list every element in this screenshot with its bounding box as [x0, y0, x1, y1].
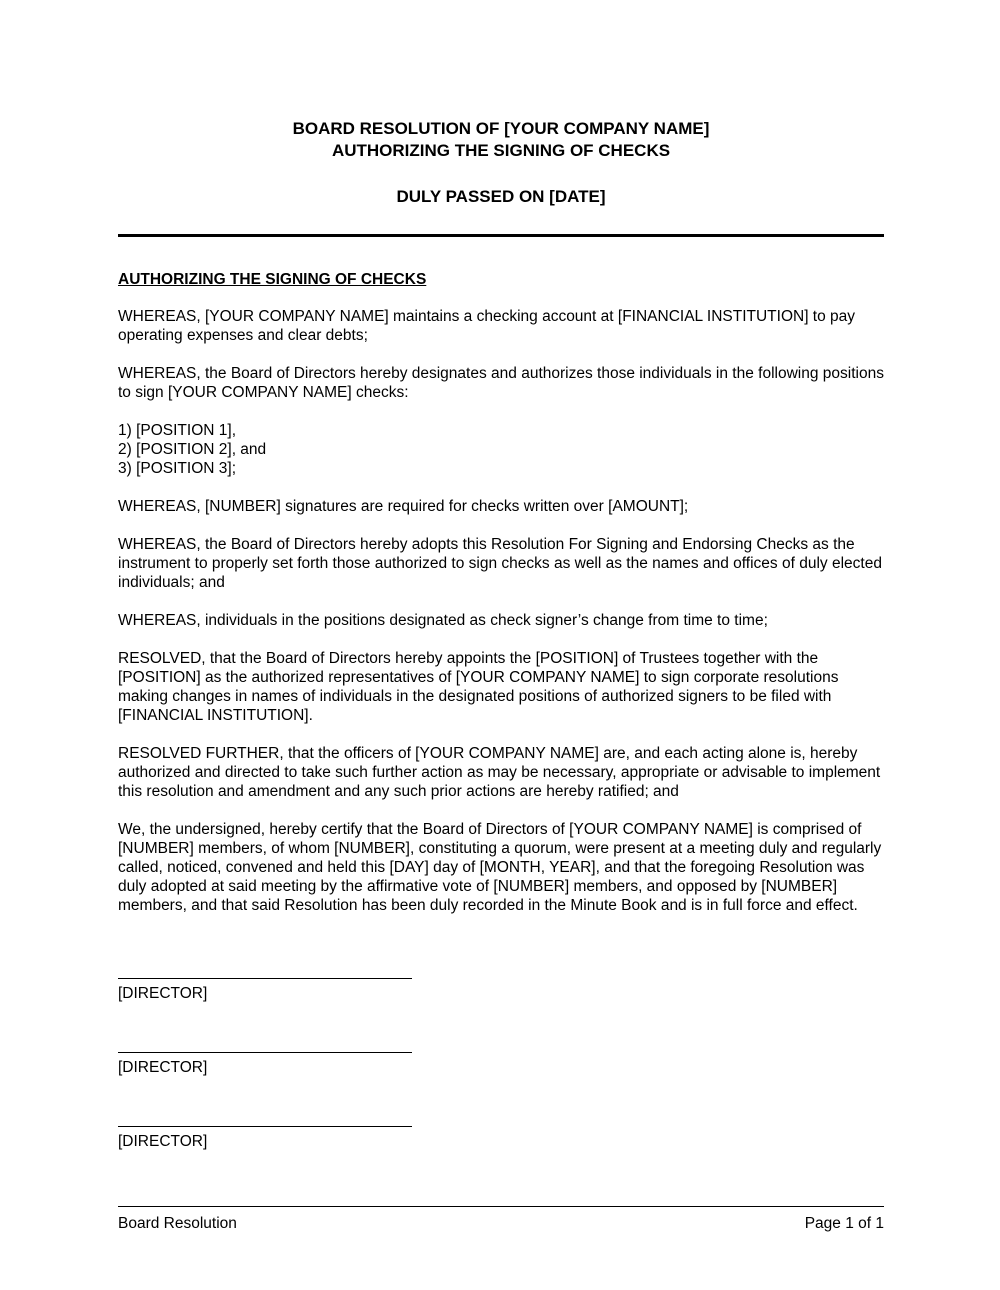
document-title-line-1: BOARD RESOLUTION OF [YOUR COMPANY NAME] [292, 119, 710, 138]
whereas-paragraph-1: WHEREAS, [YOUR COMPANY NAME] maintains a checking account at [FINANCIAL INSTITUTION] to pay operating expenses and clear debts; [118, 308, 856, 344]
position-item-3: 3) [POSITION 3]; [118, 460, 236, 477]
signature-label: [DIRECTOR] [118, 1133, 208, 1150]
whereas-paragraph-2: WHEREAS, the Board of Directors hereby designates and authorizes those individuals in the following positions to sign [YOUR COMPANY NAME] checks: [118, 365, 884, 401]
signature-line [118, 1126, 412, 1127]
whereas-paragraph-4: WHEREAS, the Board of Directors hereby adopts this Resolution For Signing and Endorsing Checks as the instrument to properly set forth those authorized to sign checks as well as the names and offices of duly elected individuals; and [118, 536, 882, 591]
signature-block-3 [118, 1126, 884, 1200]
certification-paragraph: We, the undersigned, hereby certify that the Board of Directors of [YOUR COMPANY NAME] is comprised of [NUMBER] members, of whom [NUMBER], constituting a quorum, were present at a meeting duly and regularly called, noticed, convened and held this [DAY] day of [MONTH, YEAR], and that the foregoing Resolution was duly adopted at said meeting by the affirmative vote of [NUMBER] members, and opposed by [NUMBER] members, and that said Resolution has been duly recorded in the Minute Book and is in full force and effect. [118, 821, 882, 914]
resolved-further-paragraph: RESOLVED FURTHER, that the officers of [YOUR COMPANY NAME] are, and each acting alone is, hereby authorized and directed to take such further action as may be necessary, appropriate or advisable to implement this resolution and amendment and any such prior actions are hereby ratified; and [118, 745, 881, 800]
signature-area [118, 978, 884, 1200]
passed-date-line: DULY PASSED ON [DATE] [396, 187, 606, 206]
position-item-2: 2) [POSITION 2], and [118, 441, 267, 458]
header-divider [118, 234, 884, 237]
title-block [118, 118, 884, 208]
whereas-paragraph-5: WHEREAS, individuals in the positions designated as check signer’s change from time to time; [118, 612, 768, 629]
signature-block-2 [118, 1052, 884, 1126]
signature-label: [DIRECTOR] [118, 985, 208, 1002]
resolved-paragraph: RESOLVED, that the Board of Directors hereby appoints the [POSITION] of Trustees together with the [POSITION] as the authorized representatives of [YOUR COMPANY NAME] to sign corporate resolutions making changes in names of individuals in the designated positions of authorized signers to be filed with [FINANCIAL INSTITUTION]. [118, 650, 839, 724]
whereas-paragraph-3: WHEREAS, [NUMBER] signatures are required for checks written over [AMOUNT]; [118, 498, 689, 515]
signature-line [118, 1052, 412, 1053]
footer-divider [118, 1206, 884, 1207]
signature-label: [DIRECTOR] [118, 1059, 208, 1076]
resolution-body [118, 270, 884, 934]
document-title-line-2: AUTHORIZING THE SIGNING OF CHECKS [331, 141, 671, 160]
footer-page-number: Page 1 of 1 [804, 1215, 884, 1232]
footer-document-name: Board Resolution [118, 1215, 237, 1232]
signature-line [118, 978, 412, 979]
signature-block-1 [118, 978, 884, 1052]
positions-list [118, 421, 884, 478]
section-heading: AUTHORIZING THE SIGNING OF CHECKS [118, 271, 427, 288]
position-item-1: 1) [POSITION 1], [118, 422, 236, 439]
